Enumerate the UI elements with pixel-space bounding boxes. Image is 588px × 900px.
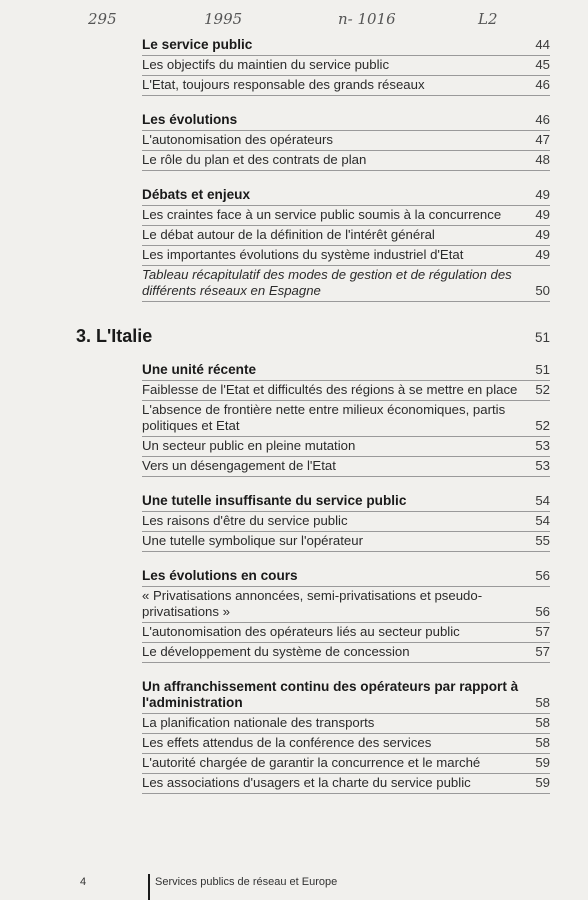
entry-page: 57 <box>535 624 550 639</box>
toc-groups-after <box>0 361 588 794</box>
entry-page: 44 <box>535 37 550 52</box>
entry-page: 53 <box>535 438 550 453</box>
handwritten-annotation: n- 1016 <box>338 10 396 28</box>
page-number: 4 <box>80 876 87 888</box>
entry-page: 46 <box>535 112 550 127</box>
toc-entry <box>142 734 550 754</box>
entry-title: L'Etat, toujours responsable des grands réseaux <box>142 77 425 92</box>
toc-subheading <box>142 678 550 714</box>
entry-title: Les importantes évolutions du système industriel d'Etat <box>142 247 464 262</box>
handwritten-annotation: 295 <box>88 10 117 28</box>
toc-entry <box>142 206 550 226</box>
toc-entry <box>142 457 550 477</box>
entry-title: L'autonomisation des opérateurs <box>142 132 333 147</box>
entry-title: L'autorité chargée de garantir la concurrence et le marché <box>142 755 481 770</box>
footer-title: Services publics de réseau et Europe <box>155 876 338 888</box>
handwritten-annotation: 1995 <box>204 10 243 28</box>
entry-page: 49 <box>535 187 550 202</box>
toc-entry <box>142 226 550 246</box>
entry-page: 58 <box>535 735 550 750</box>
entry-title: Les évolutions <box>142 112 238 127</box>
toc-group <box>0 36 588 96</box>
entry-title: Les associations d'usagers et la charte du service public <box>142 775 471 790</box>
toc-entry <box>142 437 550 457</box>
entry-page: 57 <box>535 644 550 659</box>
entry-title: Le service public <box>142 37 253 52</box>
toc-entry <box>142 754 550 774</box>
entry-page: 56 <box>535 568 550 583</box>
toc-entry <box>142 76 550 96</box>
toc-group <box>0 567 588 663</box>
toc-entry <box>142 532 550 552</box>
toc-subheading <box>142 111 550 131</box>
entry-page: 45 <box>535 57 550 72</box>
entry-title: Les craintes face à un service public soumis à la concurrence <box>142 207 502 222</box>
toc-group <box>0 186 588 302</box>
entry-page: 58 <box>535 695 550 710</box>
entry-title: Un affranchissement continu des opérateurs par rapport à l'administration <box>142 679 519 710</box>
entry-page: 49 <box>535 247 550 262</box>
entry-title: « Privatisations annoncées, semi-privatisations et pseudo-privatisations » <box>142 588 483 619</box>
entry-title: Une tutelle symbolique sur l'opérateur <box>142 533 363 548</box>
entry-title: La planification nationale des transports <box>142 715 375 730</box>
toc-subheading <box>142 186 550 206</box>
section-title: 3. L'Italie <box>76 326 153 346</box>
entry-title: Le débat autour de la définition de l'intérêt général <box>142 227 435 242</box>
entry-page: 47 <box>535 132 550 147</box>
toc-group <box>0 678 588 794</box>
entry-page: 52 <box>535 418 550 433</box>
toc-group <box>0 111 588 171</box>
toc-subheading <box>142 36 550 56</box>
entry-page: 55 <box>535 533 550 548</box>
entry-page: 52 <box>535 382 550 397</box>
toc-entry <box>142 643 550 663</box>
toc-subheading <box>142 492 550 512</box>
entry-page: 54 <box>535 513 550 528</box>
entry-title: Tableau récapitulatif des modes de gestion et de régulation des différents réseaux en Espagne <box>142 267 512 298</box>
toc-entry <box>142 401 550 437</box>
toc-entry <box>142 131 550 151</box>
footer-divider <box>148 874 150 900</box>
entry-page: 48 <box>535 152 550 167</box>
toc-entry <box>142 246 550 266</box>
entry-page: 46 <box>535 77 550 92</box>
entry-title: Le développement du système de concession <box>142 644 410 659</box>
toc-entry <box>142 512 550 532</box>
toc-groups-before <box>0 36 588 302</box>
entry-title: L'absence de frontière nette entre milieux économiques, partis politiques et Etat <box>142 402 506 433</box>
toc-entry <box>142 587 550 623</box>
entry-page: 49 <box>535 207 550 222</box>
entry-title: Une tutelle insuffisante du service public <box>142 493 407 508</box>
toc-entry <box>142 266 550 302</box>
toc-subheading <box>142 567 550 587</box>
entry-title: Un secteur public en pleine mutation <box>142 438 356 453</box>
entry-title: Faiblesse de l'Etat et difficultés des régions à se mettre en place <box>142 382 518 397</box>
entry-title: Vers un désengagement de l'Etat <box>142 458 336 473</box>
entry-title: Les objectifs du maintien du service public <box>142 57 390 72</box>
toc-entry <box>142 56 550 76</box>
entry-title: Une unité récente <box>142 362 257 377</box>
toc-entry <box>142 623 550 643</box>
entry-page: 59 <box>535 755 550 770</box>
handwritten-annotation: L2 <box>478 10 498 28</box>
entry-page: 58 <box>535 715 550 730</box>
toc-entry <box>142 381 550 401</box>
toc-entry <box>142 774 550 794</box>
entry-title: Le rôle du plan et des contrats de plan <box>142 152 367 167</box>
entry-page: 50 <box>535 283 550 298</box>
entry-page: 54 <box>535 493 550 508</box>
entry-title: Les évolutions en cours <box>142 568 298 583</box>
toc-entry <box>142 151 550 171</box>
toc-subheading <box>142 361 550 381</box>
entry-page: 59 <box>535 775 550 790</box>
entry-title: Les raisons d'être du service public <box>142 513 348 528</box>
toc-group <box>0 492 588 552</box>
entry-title: Les effets attendus de la conférence des services <box>142 735 432 750</box>
entry-page: 51 <box>535 362 550 377</box>
section-page: 51 <box>534 330 550 345</box>
toc-entry <box>142 714 550 734</box>
entry-title: L'autonomisation des opérateurs liés au secteur public <box>142 624 460 639</box>
entry-title: Débats et enjeux <box>142 187 251 202</box>
entry-page: 49 <box>535 227 550 242</box>
entry-page: 53 <box>535 458 550 473</box>
entry-page: 56 <box>535 604 550 619</box>
section-heading <box>0 326 588 347</box>
toc-group <box>0 361 588 477</box>
table-of-contents <box>0 36 588 809</box>
